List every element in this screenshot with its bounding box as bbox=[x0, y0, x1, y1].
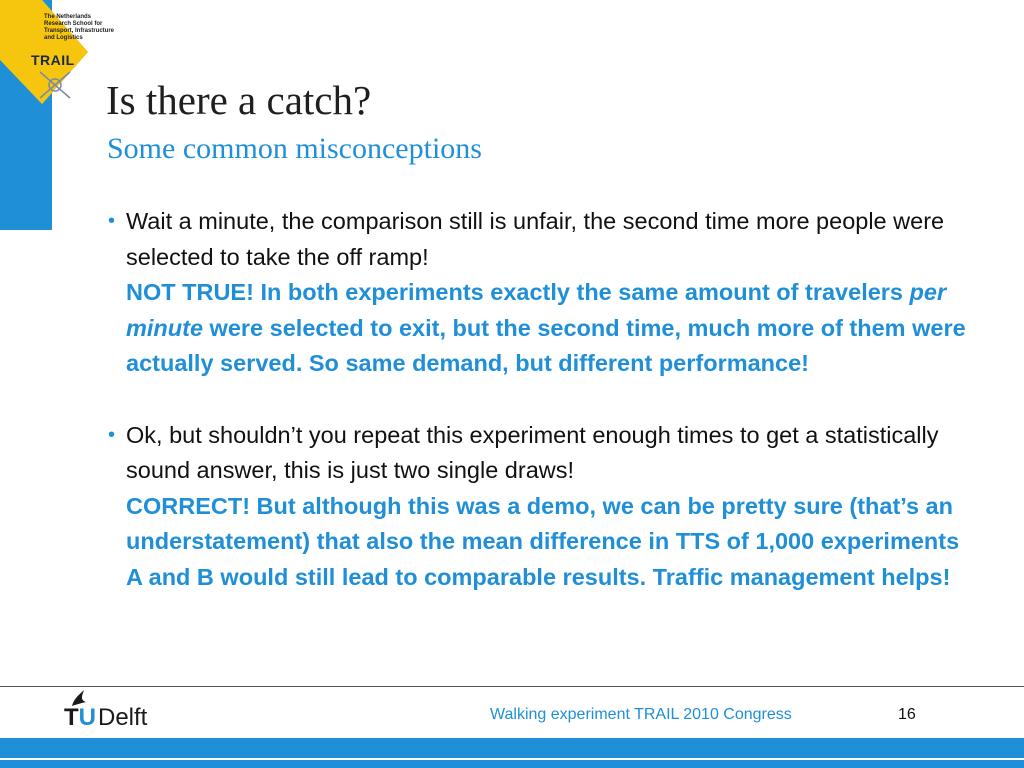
org-line-1: The Netherlands bbox=[44, 14, 92, 20]
slide-subtitle: Some common misconceptions bbox=[107, 132, 482, 165]
bullet-1-question: Wait a minute, the comparison still is unfair, the second time more people were selected to take the off ramp! bbox=[126, 208, 945, 270]
tudelft-logo bbox=[60, 688, 170, 734]
slide-body bbox=[106, 204, 976, 595]
tu-u: U bbox=[78, 704, 97, 731]
tu-t: T bbox=[64, 704, 79, 731]
bullet-2-question: Ok, but shouldn’t you repeat this experiment enough times to get a statistically sound answer, this is just two single draws! bbox=[126, 421, 939, 483]
bullet-icon: • bbox=[108, 423, 116, 446]
org-line-2: Research School for bbox=[44, 21, 103, 27]
bullet-item-1 bbox=[106, 204, 976, 382]
trail-brand: TRAIL bbox=[31, 52, 75, 68]
bullet-item-2 bbox=[106, 418, 976, 596]
bullet-1-answer-part1: NOT TRUE! In both experiments exactly the same amount of travelers bbox=[126, 279, 910, 305]
footer-divider bbox=[0, 686, 1024, 687]
footer-caption: Walking experiment TRAIL 2010 Congress bbox=[490, 706, 792, 723]
trail-org-name bbox=[44, 14, 124, 42]
org-line-4: and Logistics bbox=[44, 35, 83, 41]
tudelft-tu bbox=[64, 704, 96, 732]
bullet-1-answer bbox=[126, 279, 966, 376]
page-number: 16 bbox=[898, 706, 916, 723]
footer-bar bbox=[0, 738, 1024, 768]
bullet-icon: • bbox=[108, 210, 116, 232]
footer-stripe bbox=[0, 758, 1024, 760]
bullet-1-answer-emphasis: per minute bbox=[126, 279, 947, 341]
org-line-3: Transport, Infrastructure bbox=[44, 28, 115, 34]
bullet-1-answer-part2: were selected to exit, but the second time, much more of them were actually served. So same demand, but different performance! bbox=[126, 314, 966, 376]
tudelft-delft: Delft bbox=[98, 704, 148, 731]
bullet-2-answer: CORRECT! But although this was a demo, we can be pretty sure (that’s an understatement) that also the mean difference in TTS of 1,000 experiments A and B would still lead to comparable results. Traffic management helps! bbox=[126, 492, 960, 590]
slide-title: Is there a catch? bbox=[106, 77, 372, 123]
